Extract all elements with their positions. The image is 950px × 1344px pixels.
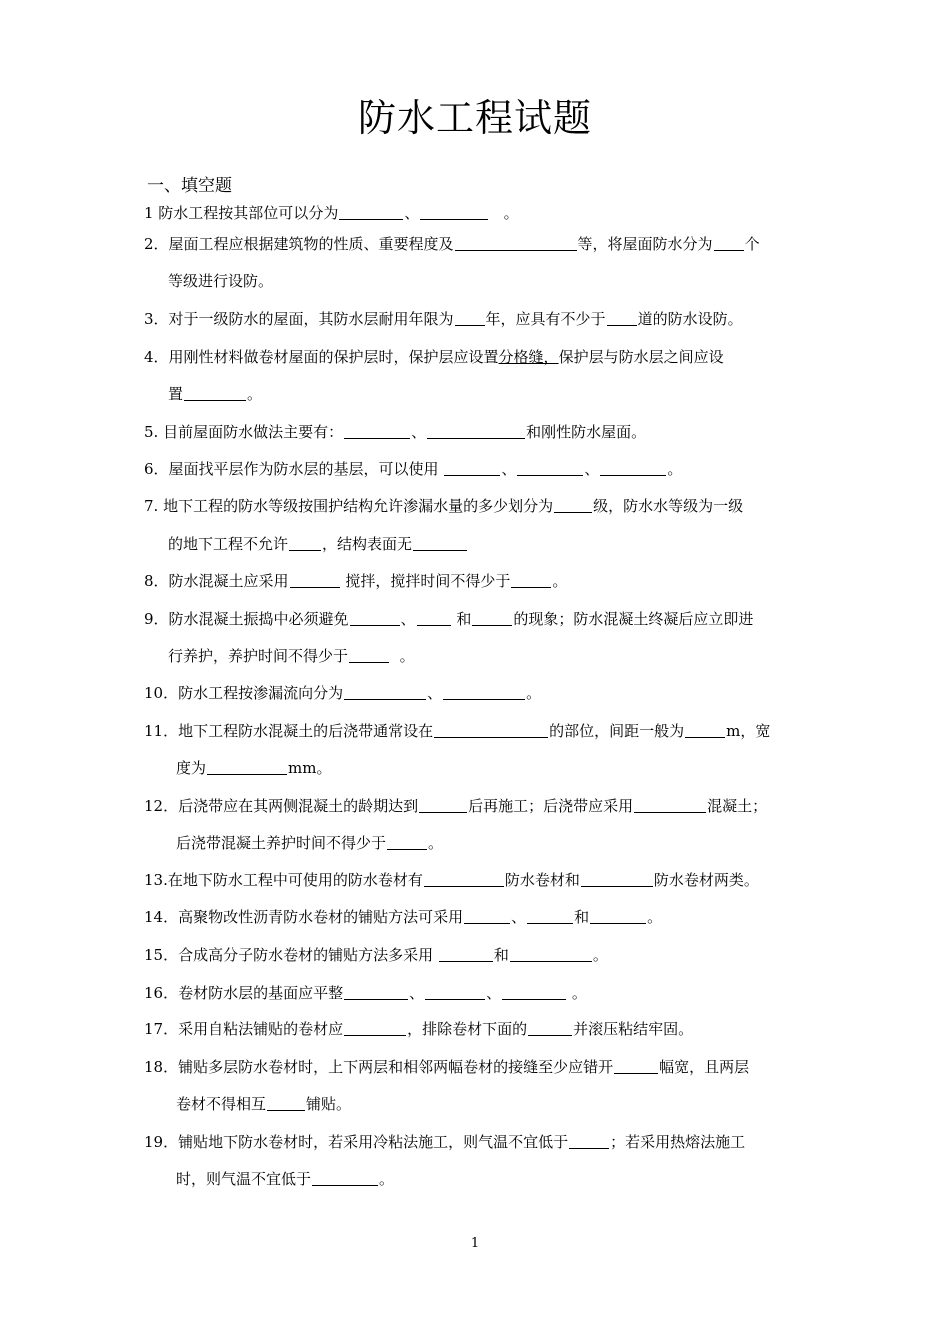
question-text: 级，防水水等级为一级 <box>593 497 744 515</box>
question-text: mm。 <box>288 759 332 777</box>
question-text: 10．防水工程按渗漏流向分为 <box>144 684 344 702</box>
question-text: 等级进行设防。 <box>168 272 274 290</box>
question-text: 后浇带混凝土养护时间不得少于 <box>176 834 387 852</box>
question-text: 道的防水设防。 <box>637 310 743 328</box>
question-13 <box>144 869 759 891</box>
question-text: 12．后浇带应在其两侧混凝土的龄期达到 <box>144 797 419 815</box>
answer-blank <box>417 610 451 626</box>
question-12 <box>144 795 767 817</box>
answer-blank <box>634 797 706 813</box>
question-11 <box>144 720 770 742</box>
question-text: 年，应具有不少于 <box>485 310 606 328</box>
question-text: 。 <box>247 385 263 403</box>
answer-blank <box>685 722 725 738</box>
question-text: 混凝土； <box>707 797 768 815</box>
question-text: 15．合成高分子防水卷材的铺贴方法多采用 <box>144 946 434 964</box>
question-text: 6．屋面找平层作为防水层的基层，可以使用 <box>144 460 439 478</box>
question-text: 11．地下工程防水混凝土的后浇带通常设在 <box>144 722 434 740</box>
answer-blank <box>344 1020 406 1036</box>
question-text: 。 <box>379 1170 395 1188</box>
question-text: 。 <box>399 647 415 665</box>
answer-blank <box>424 871 504 887</box>
question-text: 等，将屋面防水分为 <box>577 235 713 253</box>
answer-blank <box>339 204 403 220</box>
answer-blank <box>614 1058 658 1074</box>
answer-blank <box>312 1170 378 1186</box>
question-text: 保护层与防水层之间应设 <box>558 348 724 366</box>
underlined-text: 分格缝， <box>498 348 559 366</box>
question-4-continued <box>168 383 262 405</box>
question-text: 。 <box>647 908 663 926</box>
answer-blank <box>344 684 426 700</box>
question-6 <box>144 458 682 480</box>
answer-blank <box>443 684 525 700</box>
question-text: 、 <box>511 908 527 926</box>
question-text: 防水卷材两类。 <box>653 871 759 889</box>
question-17 <box>144 1018 693 1040</box>
question-text: 。 <box>552 572 568 590</box>
question-text: 17．采用自粘法铺贴的卷材应 <box>144 1020 344 1038</box>
question-9 <box>144 608 753 630</box>
question-text: 行养护，养护时间不得少于 <box>168 647 349 665</box>
answer-blank <box>413 535 467 551</box>
question-1 <box>144 202 519 224</box>
question-12-continued <box>176 832 443 854</box>
answer-blank <box>349 647 389 663</box>
answer-blank <box>527 908 573 924</box>
question-text: 。 <box>428 834 444 852</box>
question-7-continued <box>168 533 468 555</box>
question-text: 卷材不得相互 <box>176 1095 267 1113</box>
answer-blank <box>502 984 566 1000</box>
question-text: 、 <box>400 610 416 628</box>
answer-blank <box>427 423 525 439</box>
question-18 <box>144 1056 749 1078</box>
question-text: 和 <box>574 908 590 926</box>
page-title: 防水工程试题 <box>357 96 592 140</box>
answer-blank <box>419 797 467 813</box>
question-10 <box>144 682 541 704</box>
page-number: 1 <box>470 1236 480 1251</box>
question-text: 3．对于一级防水的屋面，其防水层耐用年限为 <box>144 310 454 328</box>
question-2-continued <box>168 270 273 292</box>
question-text: 、 <box>584 460 600 478</box>
question-text: 16．卷材防水层的基面应平整 <box>144 984 344 1002</box>
question-text: 、 <box>411 423 427 441</box>
answer-blank <box>387 834 427 850</box>
question-8 <box>144 570 567 592</box>
question-text: 、 <box>404 204 420 222</box>
question-19-continued <box>176 1168 394 1190</box>
question-text: 和 <box>456 610 472 628</box>
question-16 <box>144 982 587 1004</box>
question-text: 防水卷材和 <box>504 871 580 889</box>
question-text: 、 <box>409 984 425 1002</box>
question-text: 的地下工程不允许 <box>168 535 289 553</box>
question-text: 。 <box>571 984 587 1002</box>
question-text: 并滚压粘结牢固。 <box>573 1020 694 1038</box>
question-text: 19．铺贴地下防水卷材时，若采用冷粘法施工，则气温不宜低于 <box>144 1133 569 1151</box>
question-2 <box>144 233 760 255</box>
question-text: ，排除卷材下面的 <box>407 1020 528 1038</box>
answer-blank <box>600 460 666 476</box>
answer-blank <box>528 1020 572 1036</box>
answer-blank <box>455 310 485 326</box>
question-3 <box>144 308 743 330</box>
question-text: 的现象；防水混凝土终凝后应立即进 <box>513 610 754 628</box>
question-text: 、 <box>486 984 502 1002</box>
answer-blank <box>434 722 548 738</box>
question-text: 9．防水混凝土振捣中必须避免 <box>144 610 349 628</box>
question-text: 1 防水工程按其部位可以分为 <box>144 204 339 222</box>
question-text: 。 <box>667 460 683 478</box>
answer-blank <box>569 1133 609 1149</box>
question-text: 的部位，间距一般为 <box>549 722 685 740</box>
answer-blank <box>511 572 551 588</box>
question-text: 13.在地下防水工程中可使用的防水卷材有 <box>144 871 423 889</box>
question-text: 。 <box>503 204 519 222</box>
answer-blank <box>344 423 410 439</box>
answer-blank <box>184 385 246 401</box>
answer-blank <box>554 497 592 513</box>
answer-blank <box>425 984 485 1000</box>
answer-blank <box>590 908 646 924</box>
question-text: 时，则气温不宜低于 <box>176 1170 312 1188</box>
answer-blank <box>581 871 653 887</box>
question-text: 14．高聚物改性沥青防水卷材的铺贴方法可采用 <box>144 908 464 926</box>
answer-blank <box>439 946 493 962</box>
question-text: 置 <box>168 385 184 403</box>
question-18-continued <box>176 1093 351 1115</box>
question-15 <box>144 944 608 966</box>
answer-blank <box>207 759 287 775</box>
question-text: 、 <box>501 460 517 478</box>
answer-blank <box>289 535 321 551</box>
answer-blank <box>267 1095 305 1111</box>
question-text: 7. 地下工程的防水等级按围护结构允许渗漏水量的多少划分为 <box>144 497 554 515</box>
question-text: 和 <box>493 946 509 964</box>
answer-blank <box>517 460 583 476</box>
question-11-continued <box>176 757 331 779</box>
answer-blank <box>444 460 500 476</box>
answer-blank <box>455 235 577 251</box>
question-text: 个 <box>744 235 760 253</box>
answer-blank <box>714 235 744 251</box>
question-4 <box>144 346 724 368</box>
question-text: ，结构表面无 <box>322 535 413 553</box>
question-text: 后再施工；后浇带应采用 <box>468 797 634 815</box>
question-9-continued <box>168 645 415 667</box>
question-text: 幅宽，且两层 <box>659 1058 750 1076</box>
answer-blank <box>472 610 512 626</box>
question-text: 和刚性防水屋面。 <box>526 423 647 441</box>
question-text: 。 <box>592 946 608 964</box>
question-text: 2．屋面工程应根据建筑物的性质、重要程度及 <box>144 235 454 253</box>
question-text: 5. 目前屋面防水做法主要有： <box>144 423 344 441</box>
question-text: 铺贴。 <box>306 1095 352 1113</box>
question-19 <box>144 1131 745 1153</box>
question-text: 、 <box>427 684 443 702</box>
answer-blank <box>350 610 400 626</box>
section-heading: 一、填空题 <box>147 176 232 196</box>
question-text: 18．铺贴多层防水卷材时，上下两层和相邻两幅卷材的接缝至少应错开 <box>144 1058 614 1076</box>
question-text: 搅拌，搅拌时间不得少于 <box>345 572 511 590</box>
question-text: 。 <box>526 684 542 702</box>
answer-blank <box>464 908 510 924</box>
question-text: ；若采用热熔法施工 <box>610 1133 746 1151</box>
answer-blank <box>420 204 488 220</box>
question-5 <box>144 421 646 443</box>
question-text: 度为 <box>176 759 207 777</box>
question-14 <box>144 906 662 928</box>
answer-blank <box>344 984 408 1000</box>
answer-blank <box>607 310 637 326</box>
answer-blank <box>290 572 340 588</box>
question-text: m，宽 <box>726 722 771 740</box>
question-7 <box>144 495 743 517</box>
question-text: 4．用刚性材料做卷材屋面的保护层时，保护层应设置 <box>144 348 499 366</box>
answer-blank <box>510 946 592 962</box>
question-text: 8．防水混凝土应采用 <box>144 572 289 590</box>
